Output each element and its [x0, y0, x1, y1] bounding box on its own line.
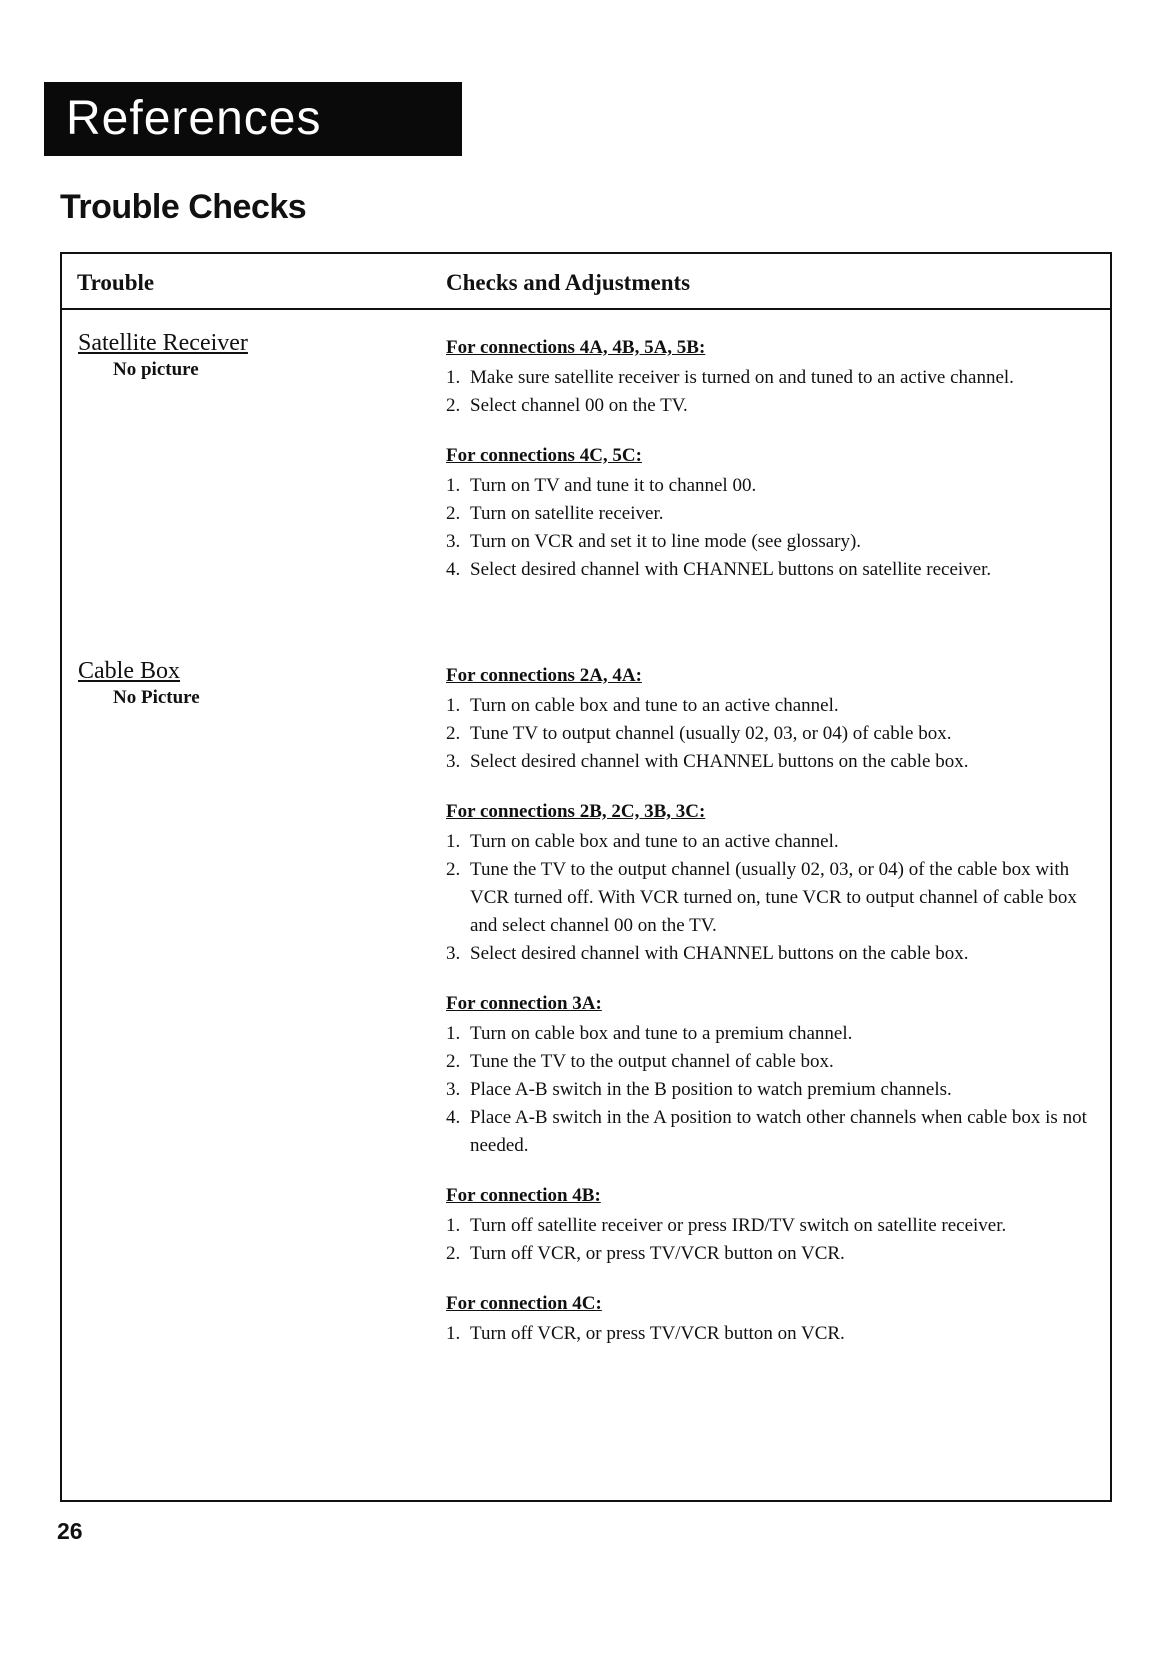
- trouble-title: Cable Box: [78, 658, 180, 684]
- column-header-trouble: Trouble: [77, 270, 155, 295]
- step-item: [446, 748, 1106, 776]
- step-number: 1.: [446, 1323, 461, 1344]
- step-item: [446, 1240, 1106, 1268]
- step-number: 3.: [446, 1079, 461, 1100]
- step-text: Select desired channel with CHANNEL buttons on satellite receiver.: [470, 559, 992, 580]
- step-number: 2.: [446, 503, 461, 524]
- step-number: 1.: [446, 1023, 461, 1044]
- step-number: 1.: [446, 475, 461, 496]
- step-text: Turn on satellite receiver.: [470, 503, 664, 524]
- check-group: [446, 1290, 1106, 1348]
- group-heading: For connections 2B, 2C, 3B, 3C:: [446, 801, 706, 822]
- step-number: 2.: [446, 1243, 461, 1264]
- step-number: 1.: [446, 831, 461, 852]
- step-text: Turn off VCR, or press TV/VCR button on VCR.: [470, 1243, 845, 1264]
- step-number: 1.: [446, 367, 461, 388]
- step-number: 3.: [446, 751, 461, 772]
- step-item: [446, 1104, 1106, 1160]
- step-number: 3.: [446, 943, 461, 964]
- step-item: [446, 1076, 1106, 1104]
- step-number: 4.: [446, 1107, 461, 1128]
- step-item: [446, 472, 1106, 500]
- check-group: [446, 334, 1106, 420]
- checks-cable-box: [446, 662, 1106, 1370]
- step-text: Turn off VCR, or press TV/VCR button on VCR.: [470, 1323, 845, 1344]
- step-item: [446, 940, 1106, 968]
- trouble-satellite-receiver: [78, 330, 248, 381]
- step-number: 2.: [446, 395, 461, 416]
- step-item: [446, 392, 1106, 420]
- check-group: [446, 662, 1106, 776]
- group-heading: For connections 4A, 4B, 5A, 5B:: [446, 337, 706, 358]
- step-text: Turn on TV and tune it to channel 00.: [470, 475, 757, 496]
- step-text: Place A-B switch in the B position to watch premium channels.: [470, 1079, 952, 1100]
- step-number: 2.: [446, 859, 461, 880]
- column-header-checks: Checks and Adjustments: [446, 270, 691, 295]
- step-text: Turn on cable box and tune to an active channel.: [470, 831, 839, 852]
- step-text: Tune TV to output channel (usually 02, 03, or 04) of cable box.: [470, 723, 952, 744]
- step-number: 3.: [446, 531, 461, 552]
- checks-satellite-receiver: [446, 334, 1106, 606]
- trouble-cable-box: [78, 658, 200, 709]
- page-title: Trouble Checks: [60, 188, 307, 226]
- step-item: [446, 1320, 1106, 1348]
- group-heading: For connection 3A:: [446, 993, 602, 1014]
- check-group: [446, 990, 1106, 1160]
- step-item: [446, 692, 1106, 720]
- trouble-symptom: No picture: [113, 359, 199, 380]
- table-header: [62, 254, 1110, 310]
- step-text: Select desired channel with CHANNEL buttons on the cable box.: [470, 943, 969, 964]
- step-text: Turn on VCR and set it to line mode (see glossary).: [470, 531, 862, 552]
- step-text: Tune the TV to the output channel (usually 02, 03, or 04) of the cable box with VCR turned off. With VCR turned on, tune VCR to output channel of cable box and select channel 00 on the TV.: [470, 859, 1077, 936]
- group-heading: For connections 4C, 5C:: [446, 445, 642, 466]
- check-group: [446, 1182, 1106, 1268]
- step-text: Turn on cable box and tune to an active channel.: [470, 695, 839, 716]
- group-heading: For connections 2A, 4A:: [446, 665, 642, 686]
- check-group: [446, 442, 1106, 584]
- step-text: Turn on cable box and tune to a premium channel.: [470, 1023, 853, 1044]
- section-label: References: [66, 92, 322, 145]
- step-text: Tune the TV to the output channel of cable box.: [470, 1051, 834, 1072]
- trouble-symptom: No Picture: [113, 687, 200, 708]
- step-item: [446, 1020, 1106, 1048]
- step-number: 1.: [446, 695, 461, 716]
- step-number: 1.: [446, 1215, 461, 1236]
- step-text: Select desired channel with CHANNEL buttons on the cable box.: [470, 751, 969, 772]
- step-item: [446, 364, 1106, 392]
- step-item: [446, 856, 1106, 940]
- step-item: [446, 556, 1106, 584]
- check-group: [446, 798, 1106, 968]
- step-text: Make sure satellite receiver is turned on and tuned to an active channel.: [470, 367, 1014, 388]
- step-number: 4.: [446, 559, 461, 580]
- step-text: Place A-B switch in the A position to watch other channels when cable box is not needed.: [470, 1107, 1087, 1156]
- trouble-table: [60, 252, 1112, 1502]
- step-text: Select channel 00 on the TV.: [470, 395, 688, 416]
- trouble-title: Satellite Receiver: [78, 330, 248, 356]
- group-heading: For connection 4B:: [446, 1185, 601, 1206]
- page-number: 26: [57, 1518, 83, 1544]
- step-item: [446, 720, 1106, 748]
- step-number: 2.: [446, 1051, 461, 1072]
- step-item: [446, 528, 1106, 556]
- step-item: [446, 1212, 1106, 1240]
- step-item: [446, 500, 1106, 528]
- step-text: Turn off satellite receiver or press IRD/TV switch on satellite receiver.: [470, 1215, 1007, 1236]
- step-item: [446, 1048, 1106, 1076]
- section-banner: [44, 82, 462, 156]
- group-heading: For connection 4C:: [446, 1293, 602, 1314]
- step-item: [446, 828, 1106, 856]
- step-number: 2.: [446, 723, 461, 744]
